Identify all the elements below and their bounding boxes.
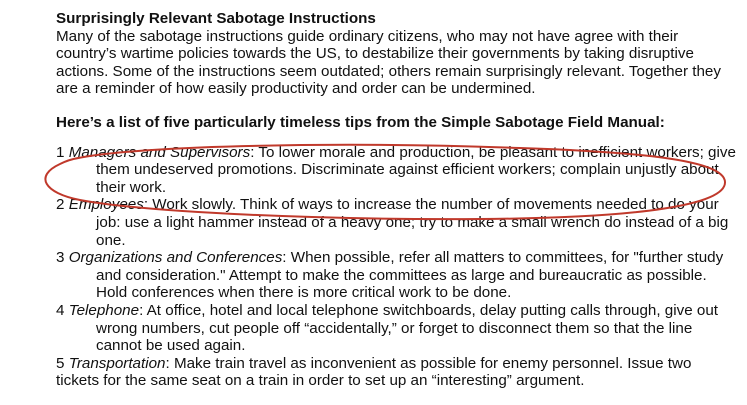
tip-text: : When possible, refer all matters to committees, for "further study and consideration." Attempt to make the committees as large and bureaucratic as possible. Hold conferences when there is more critical work to be done. (96, 249, 724, 302)
tip-number: 1 (56, 143, 65, 161)
tip-text: : To lower morale and production, be pleasant to inefficient workers; give them undeserved promotions. Discriminate against efficient workers; complain unjustly about their work. (96, 143, 736, 196)
tip-text: : Make train travel as inconvenient as possible for enemy personnel. Issue two tickets for the same seat on a train in order to set up an “interesting” argument. (56, 354, 692, 390)
tip-item (56, 355, 736, 390)
tip-text: : Work slowly. Think of ways to increase the number of movements needed to do your job: use a light hammer instead of a heavy one; try to make a small wrench do instead of a big one. (96, 196, 729, 249)
tips-list (56, 144, 736, 390)
tip-item (56, 302, 736, 355)
tip-item (56, 196, 736, 249)
tip-label: Managers and Supervisors (68, 143, 251, 161)
tip-label: Telephone (68, 301, 140, 319)
tip-item (56, 144, 736, 197)
tip-number: 4 (56, 301, 65, 319)
tip-number: 2 (56, 196, 65, 214)
intro-paragraph: Many of the sabotage instructions guide ordinary citizens, who may not have agree with their country’s wartime policies towards the US, to destabilize their governments by taking disruptive actions. Some of the instructions seem outdated; others remain surprisingly relevant. Together they are a reminder of how easily productivity and order can be undermined. (56, 27, 721, 98)
tip-text: : At office, hotel and local telephone switchboards, delay putting calls through, give out wrong numbers, cut people off “accidentally,” or forget to disconnect them so that the line cannot be used again. (96, 301, 718, 355)
document-title: Surprisingly Relevant Sabotage Instructions (56, 10, 376, 27)
tip-label: Organizations and Conferences (68, 249, 283, 267)
tip-number: 5 (56, 354, 65, 372)
list-heading: Here’s a list of five particularly timeless tips from the Simple Sabotage Field Manual: (56, 113, 665, 131)
tip-number: 3 (56, 249, 65, 267)
tip-label: Transportation (68, 354, 166, 372)
document-page (56, 10, 736, 390)
tip-item (56, 249, 736, 302)
tip-label: Employees (68, 196, 144, 214)
